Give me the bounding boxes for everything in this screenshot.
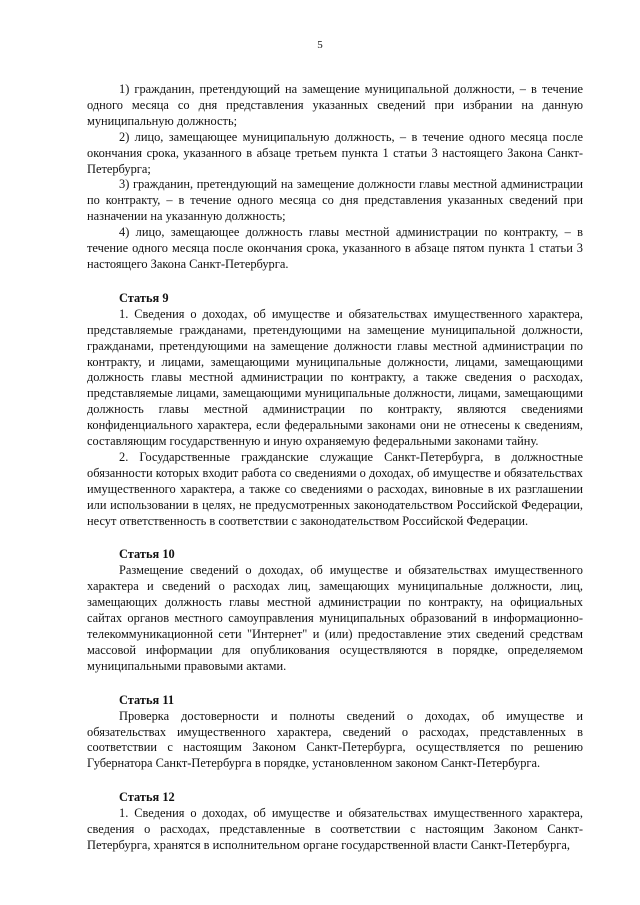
paragraph: Размещение сведений о доходах, об имуществе и обязательствах имущественного характера и сведений о расходах лиц, замещающих муниципальные должности, лиц, замещающих должность главы местной администрации по контракту, на официальных сайтах органов местного самоуправления муниципальных образований в информационно-телекоммуникационной сети "Интернет" и (или) предоставление этих сведений средствам массовой информации для опубликования осуществляются в порядке, определяемом муниципальными правовыми актами. (87, 563, 583, 673)
list-item: 1) гражданин, претендующий на замещение муниципальной должности, – в течение одного месяца со дня представления указанных сведений при избрании на данную муниципальную должность; (87, 82, 583, 128)
article-heading: Статья 12 (119, 790, 175, 805)
paragraph: Проверка достоверности и полноты сведений о доходах, об имуществе и обязательствах имущественного характера, сведений о расходах, представленных в соответствии с настоящим Законом Санкт-Петербурга, осуществляется по решению Губернатора Санкт-Петербурга в порядке, установленном законом Санкт-Петербурга. (87, 708, 583, 771)
page-number: 5 (317, 39, 323, 51)
list-item: 3) гражданин, претендующий на замещение должности главы местной администрации по контракту, – в течение одного месяца со дня представления указанных сведений при назначении на указанную должность; (87, 177, 583, 224)
article-heading: Статья 9 (119, 290, 169, 305)
article-heading: Статья 10 (119, 547, 175, 562)
paragraph: 2. Государственные гражданские служащие Санкт-Петербурга, в должностные обязанности которых входит работа со сведениями о доходах, об имуществе и обязательствах имущественного характера, а также со сведениями о расходах, виновные в их разглашении или использовании в целях, не предусмотренных законодательством Российской Федерации, несут ответственность в соответствии с законодательством Российской Федерации. (87, 449, 583, 528)
list-item: 4) лицо, замещающее должность главы местной администрации по контракту, – в течение одного месяца после окончания срока, указанного в абзаце пятом пункта 1 статьи 3 настоящего Закона Санкт-Петербурга. (87, 225, 583, 271)
document-body (87, 82, 583, 854)
article-heading: Статья 11 (119, 692, 175, 707)
paragraph: 1. Сведения о доходах, об имуществе и обязательствах имущественного характера, сведения о расходах, представленные в соответствии с настоящим Законом Санкт-Петербурга, хранятся в исполнительном органе государственной власти Санкт-Петербурга, (87, 806, 583, 852)
paragraph: 1. Сведения о доходах, об имуществе и обязательствах имущественного характера, представляемые гражданами, претендующими на замещение муниципальной должности, гражданами, претендующими на замещение должности главы местной администрации по контракту, и лицами, замещающими муниципальные должности, лицами, замещающими должность главы местной администрации по контракту, а также сведения о расходах, представляемые лицами, замещающими муниципальные должности, лицами, замещающими должность главы местной администрации по контракту, являются сведениями конфиденциального характера, если федеральными законами они не отнесены к сведениям, составляющим государственную и иную охраняемую федеральными законами тайну. (87, 306, 583, 449)
list-item: 2) лицо, замещающее муниципальную должность, – в течение одного месяца после окончания срока, указанного в абзаце третьем пункта 1 статьи 3 настоящего Закона Санкт-Петербурга; (87, 129, 583, 176)
